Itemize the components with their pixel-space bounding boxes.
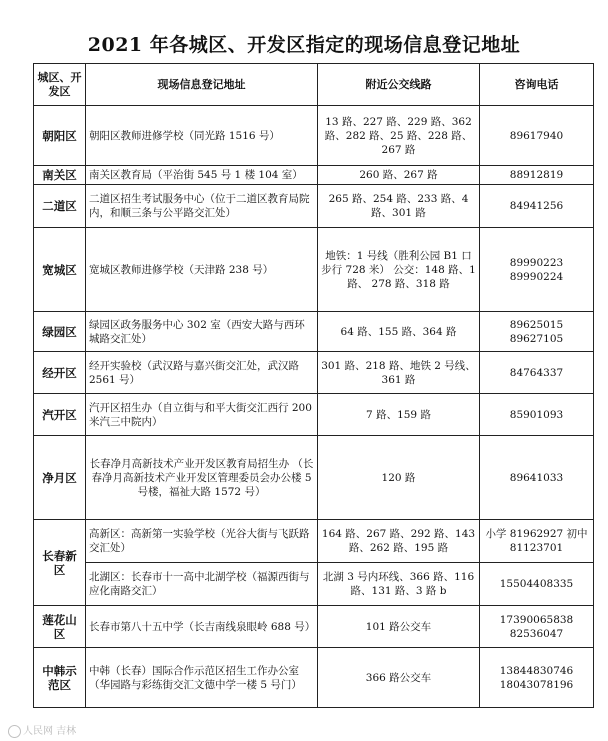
header-address: 现场信息登记地址 xyxy=(86,64,318,106)
address-cell: 长春市第八十五中学（长吉南线泉眼岭 688 号） xyxy=(86,606,318,648)
bus-cell: 260 路、267 路 xyxy=(318,166,480,185)
header-bus: 附近公交线路 xyxy=(318,64,480,106)
district-cell: 朝阳区 xyxy=(34,106,86,166)
phone-cell: 89990223 89990224 xyxy=(480,228,594,312)
bus-cell: 301 路、218 路、地铁 2 号线、361 路 xyxy=(318,352,480,394)
document-title: 2021 年各城区、开发区指定的现场信息登记地址 xyxy=(87,34,521,56)
district-cell: 中韩示范区 xyxy=(34,648,86,708)
address-cell: 朝阳区教师进修学校（同光路 1516 号） xyxy=(86,106,318,166)
table-row xyxy=(34,394,594,436)
table-row xyxy=(34,312,594,352)
district-cell: 经开区 xyxy=(34,352,86,394)
district-cell: 汽开区 xyxy=(34,394,86,436)
district-cell: 宽城区 xyxy=(34,228,86,312)
district-cell: 净月区 xyxy=(34,436,86,520)
address-cell: 中韩（长春）国际合作示范区招生工作办公室（华园路与彩练街交汇文德中学一楼 5 号门） xyxy=(86,648,318,708)
table-row xyxy=(34,606,594,648)
header-district: 城区、开发区 xyxy=(34,64,86,106)
table-row xyxy=(34,228,594,312)
address-cell: 经开实验校（武汉路与嘉兴街交汇处，武汉路 2561 号） xyxy=(86,352,318,394)
address-cell: 长春净月高新技术产业开发区教育局招生办 （长春净月高新技术产业开发区管理委员会办公楼 5 号楼，福祉大路 1572 号） xyxy=(86,436,318,520)
bus-cell: 13 路、227 路、229 路、362 路、282 路、25 路、228 路、267 路 xyxy=(318,106,480,166)
registration-address-table xyxy=(33,63,594,708)
bus-cell: 7 路、159 路 xyxy=(318,394,480,436)
address-cell: 二道区招生考试服务中心（位于二道区教育局院内，和顺三条与公平路交汇处） xyxy=(86,185,318,228)
bus-cell: 101 路公交车 xyxy=(318,606,480,648)
address-cell: 北湖区：长春市十一高中北湖学校（福源西街与应化南路交汇） xyxy=(86,563,318,606)
bus-cell: 164 路、267 路、292 路、143 路、262 路、195 路 xyxy=(318,520,480,563)
bus-cell: 120 路 xyxy=(318,436,480,520)
table-row xyxy=(34,185,594,228)
table-header-row xyxy=(34,64,594,106)
address-cell: 宽城区教师进修学校（天津路 238 号） xyxy=(86,228,318,312)
table-row xyxy=(34,520,594,563)
phone-cell: 84764337 xyxy=(480,352,594,394)
table-row xyxy=(34,563,594,606)
watermark-logo-icon xyxy=(8,725,21,738)
district-cell: 莲花山区 xyxy=(34,606,86,648)
phone-cell: 89617940 xyxy=(480,106,594,166)
district-cell: 绿园区 xyxy=(34,312,86,352)
phone-cell: 89625015 89627105 xyxy=(480,312,594,352)
address-cell: 绿园区政务服务中心 302 室（西安大路与西环城路交汇处） xyxy=(86,312,318,352)
table-row xyxy=(34,106,594,166)
phone-cell: 88912819 xyxy=(480,166,594,185)
bus-cell: 64 路、155 路、364 路 xyxy=(318,312,480,352)
bus-cell: 地铁：1 号线（胜利公园 B1 口步行 728 米） 公交：148 路、1 路、 278 路、318 路 xyxy=(318,228,480,312)
bus-cell: 北湖 3 号内环线、366 路、116 路、131 路、3 路 b xyxy=(318,563,480,606)
phone-cell: 89641033 xyxy=(480,436,594,520)
phone-cell: 小学 81962927 初中 81123701 xyxy=(480,520,594,563)
address-cell: 高新区：高新第一实验学校（光谷大街与飞跃路交汇处） xyxy=(86,520,318,563)
table-row xyxy=(34,166,594,185)
header-phone: 咨询电话 xyxy=(480,64,594,106)
phone-cell: 13844830746 18043078196 xyxy=(480,648,594,708)
table-row xyxy=(34,436,594,520)
district-cell: 南关区 xyxy=(34,166,86,185)
address-cell: 南关区教育局（平治街 545 号 1 楼 104 室） xyxy=(86,166,318,185)
watermark-text: 人民网 吉林 xyxy=(23,726,77,737)
phone-cell: 15504408335 xyxy=(480,563,594,606)
district-cell: 长春新区 xyxy=(34,520,86,606)
table-row xyxy=(34,352,594,394)
phone-cell: 17390065838 82536047 xyxy=(480,606,594,648)
phone-cell: 84941256 xyxy=(480,185,594,228)
bus-cell: 265 路、254 路、233 路、4 路、301 路 xyxy=(318,185,480,228)
phone-cell: 85901093 xyxy=(480,394,594,436)
bus-cell: 366 路公交车 xyxy=(318,648,480,708)
district-cell: 二道区 xyxy=(34,185,86,228)
address-cell: 汽开区招生办（自立街与和平大街交汇西行 200 米汽三中院内） xyxy=(86,394,318,436)
watermark xyxy=(8,722,76,738)
table-row xyxy=(34,648,594,708)
